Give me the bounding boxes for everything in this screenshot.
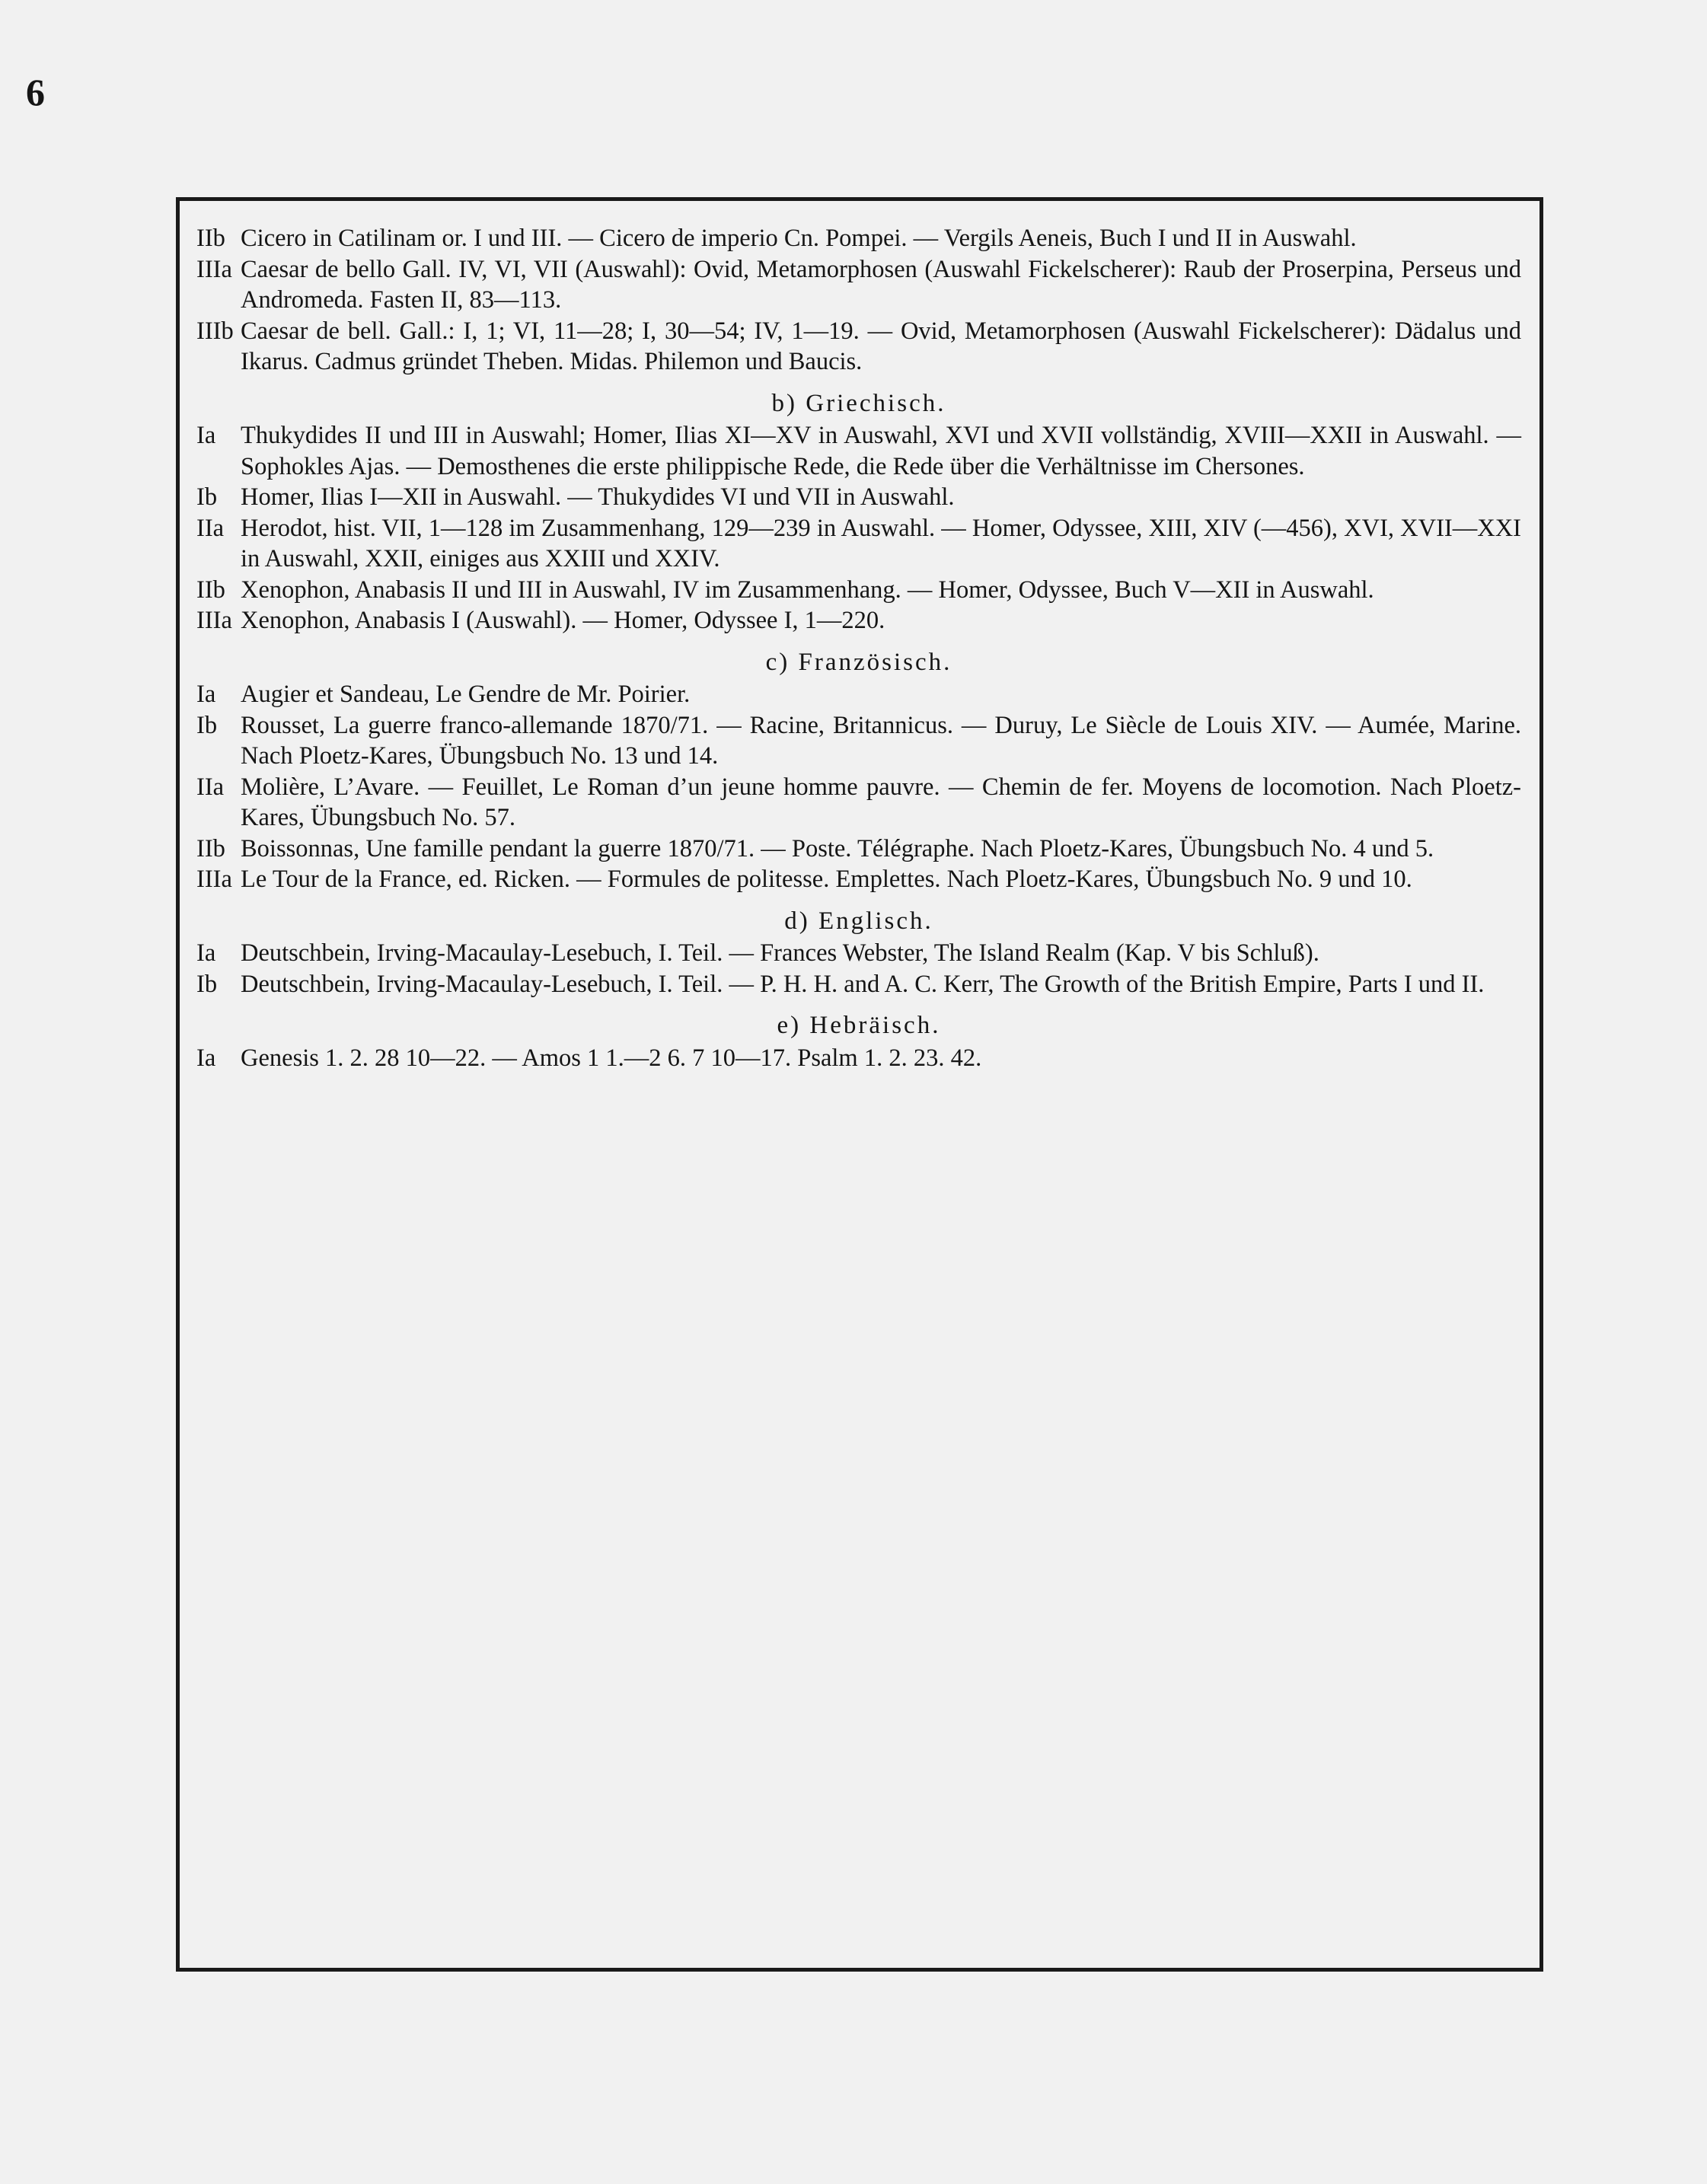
- entry-text: Le Tour de la France, ed. Ricken. — Formules de politesse. Emplettes. Nach Ploetz-Kares, Übungsbuch No. 9 und 10.: [241, 866, 1412, 893]
- section-heading-englisch: d) Englisch.: [784, 907, 933, 935]
- entry-greek-Ia: [196, 420, 1521, 482]
- entry-greek-IIa: [196, 513, 1521, 575]
- class-label: Ib: [196, 711, 218, 739]
- entry-french-Ib: [196, 710, 1521, 772]
- class-label: Ib: [196, 970, 218, 998]
- entry-greek-IIIa: [196, 605, 1521, 636]
- entry-text: Xenophon, Anabasis II und III in Auswahl, IV im Zusammenhang. — Homer, Odyssee, Buch V—XII in Auswahl.: [241, 575, 1374, 604]
- entry-greek-IIb: [196, 575, 1521, 606]
- entry-hebrew-Ia: [196, 1043, 1521, 1074]
- class-label: IIIa: [196, 607, 232, 634]
- entry-french-IIIa: [196, 864, 1521, 895]
- entry-french-IIa: [196, 772, 1521, 834]
- entry-text: Deutschbein, Irving-Macaulay-Lesebuch, I. Teil. — P. H. H. and A. C. Kerr, The Growth of the British Empire, Parts I und II.: [241, 970, 1485, 998]
- page-number: 6: [26, 71, 45, 113]
- entry-text: Boissonnas, Une famille pendant la guerre 1870/71. — Poste. Télégraphe. Nach Ploetz-Kares, Übungsbuch No. 4 und 5.: [241, 834, 1434, 862]
- section-heading-hebraeisch: e) Hebräisch.: [777, 1012, 941, 1039]
- entry-latin-IIIb: [196, 316, 1521, 378]
- class-label: Ia: [196, 939, 216, 967]
- class-label: Ia: [196, 681, 216, 708]
- entry-text: Caesar de bello Gall. IV, VI, VII (Auswahl): Ovid, Metamorphosen (Auswahl Fickelscherer): Raub der Proserpina, Perseus und Andromeda. Fasten II, 83—113.: [241, 255, 1521, 314]
- class-label: IIb: [196, 575, 225, 604]
- class-label: IIIa: [196, 255, 232, 283]
- entry-text: Herodot, hist. VII, 1—128 im Zusammenhang, 129—239 in Auswahl. — Homer, Odyssee, XIII, XIV (—456), XVI, XVII—XXI in Auswahl, XXII, einiges aus XXIII und XXIV.: [241, 514, 1521, 572]
- class-label: Ia: [196, 422, 216, 449]
- entry-french-IIb: [196, 834, 1521, 865]
- entry-text: Caesar de bell. Gall.: I, 1; VI, 11—28; I, 30—54; IV, 1—19. — Ovid, Metamorphosen (Auswahl Fickelscherer): Dädalus und Ikarus. Cadmus gründet Theben. Midas. Philemon und Baucis.: [241, 317, 1521, 375]
- entry-text: Deutschbein, Irving-Macaulay-Lesebuch, I. Teil. — Frances Webster, The Island Realm (Kap. V bis Schluß).: [241, 939, 1319, 967]
- class-label: Ib: [196, 483, 218, 511]
- entry-english-Ia: [196, 938, 1521, 969]
- class-label: IIa: [196, 514, 225, 542]
- class-label: Ia: [196, 1044, 216, 1072]
- entry-text: Xenophon, Anabasis I (Auswahl). — Homer, Odyssee I, 1—220.: [241, 607, 885, 634]
- entry-english-Ib: [196, 969, 1521, 1000]
- entry-french-Ia: [196, 679, 1521, 710]
- class-label: IIIb: [196, 317, 234, 345]
- class-label: IIIa: [196, 866, 232, 893]
- entry-latin-IIIa: [196, 254, 1521, 316]
- entry-latin-IIb: [196, 223, 1521, 254]
- entry-greek-Ib: [196, 482, 1521, 513]
- curriculum-text: [196, 223, 1521, 1073]
- class-label: IIb: [196, 834, 225, 862]
- class-label: IIa: [196, 773, 225, 801]
- entry-text: Thukydides II und III in Auswahl; Homer, Ilias XI—XV in Auswahl, XVI und XVII vollständig, XVIII—XXII in Auswahl. — Sophokles Ajas. — Demosthenes die erste philippische Rede, die Rede über die Verhältnisse im Chersones.: [241, 422, 1521, 480]
- entry-text: Homer, Ilias I—XII in Auswahl. — Thukydides VI und VII in Auswahl.: [241, 483, 955, 511]
- entry-text: Molière, L’Avare. — Feuillet, Le Roman d’un jeune homme pauvre. — Chemin de fer. Moyens de locomotion. Nach Ploetz-Kares, Übungsbuch No. 57.: [241, 773, 1521, 831]
- class-label: IIb: [196, 225, 225, 252]
- entry-text: Augier et Sandeau, Le Gendre de Mr. Poirier.: [241, 681, 691, 708]
- section-heading-griechisch: b) Griechisch.: [771, 389, 946, 417]
- entry-text: Genesis 1. 2. 28 10—22. — Amos 1 1.—2 6. 7 10—17. Psalm 1. 2. 23. 42.: [241, 1044, 982, 1072]
- section-heading-franzoesisch: c) Französisch.: [765, 648, 952, 676]
- entry-text: Cicero in Catilinam or. I und III. — Cicero de imperio Cn. Pompei. — Vergils Aeneis, Buch I und II in Auswahl.: [241, 225, 1357, 252]
- entry-text: Rousset, La guerre franco-allemande 1870/71. — Racine, Britannicus. — Duruy, Le Siècle de Louis XIV. — Aumée, Marine. Nach Ploetz-Kares, Übungsbuch No. 13 und 14.: [241, 711, 1521, 770]
